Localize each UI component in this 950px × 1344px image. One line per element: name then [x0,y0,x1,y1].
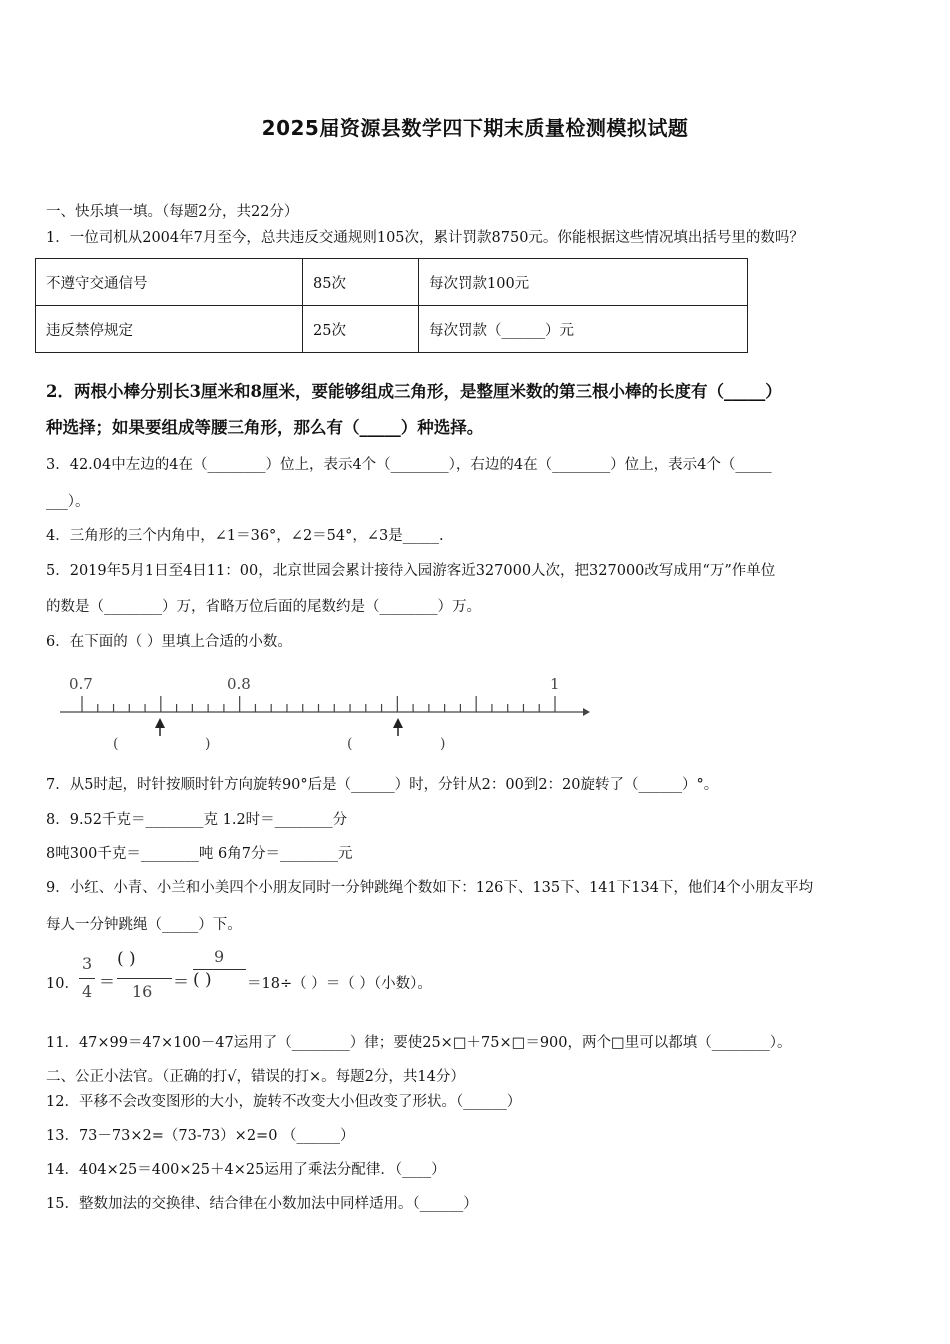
question-3-line2: ___）。 [46,494,90,510]
question-8-line1: 8．9.52千克＝________克 1.2时＝________分 [46,812,348,828]
question-14: 14．404×25＝400×25＋4×25运用了乘法分配律．（____） [46,1162,446,1178]
question-2-line1: 2．两根小棒分别长3厘米和8厘米，要能够组成三角形，是整厘米数的第三根小棒的长度有（_____） [46,382,782,401]
table-cell: 违反禁停规定 [36,306,303,353]
table-cell: 每次罚款（______）元 [419,306,748,353]
table-cell: 每次罚款100元 [419,259,748,306]
number-line-ticks [82,696,555,712]
question-5-line1: 5．2019年5月1日至4日11：00，北京世园会累计接待入园游客近327000人次，把327000改写成用“万”作单位 [46,563,776,579]
fraction-bar [117,978,172,979]
answer-blank-close: ) [205,736,211,752]
table-row [36,259,748,306]
question-1: 1．一位司机从2004年7月至今，总共违反交通规则105次，累计罚款8750元。你能根据这些情况填出括号里的数吗？ [46,230,804,246]
section1-heading: 一、快乐填一填。（每题2分，共22分） [46,204,299,220]
table-row [36,306,748,353]
number-line-label: 0.7 [69,675,93,693]
equals-sign: ＝ [173,972,190,991]
fraction-bar [79,978,95,979]
table-cell: 85次 [303,259,419,306]
fraction-denominator-blank: ( ) [193,970,212,990]
question-10-suffix: ＝18÷（ ）＝（ ）（小数）。 [247,976,432,992]
fraction-denominator: 16 [132,982,153,1001]
answer-blank-open: ( [113,736,119,752]
question-13: 13．73－73×2=（73-73）×2=0 （______） [46,1128,355,1144]
question-8-line2: 8吨300千克＝________吨 6角7分＝________元 [46,846,353,862]
fraction-numerator: 9 [214,947,225,966]
question-6: 6．在下面的（ ）里填上合适的小数。 [46,634,292,650]
number-line [55,670,600,755]
number-line-label: 0.8 [227,675,251,693]
answer-blank-close: ) [440,736,446,752]
question-9-line2: 每人一分钟跳绳（_____）下。 [46,917,242,933]
table-cell: 25次 [303,306,419,353]
question-3-line1: 3．42.04中左边的4在（________）位上，表示4个（________），右边的4在（________）位上，表示4个（_____ [46,457,772,473]
answer-blank-open: ( [347,736,353,752]
fine-table [35,258,748,353]
table-cell: 不遵守交通信号 [36,259,303,306]
section2-heading: 二、公正小法官。（正确的打√，错误的打×。每题2分，共14分） [46,1069,465,1085]
question-2-line2: 种选择；如果要组成等腰三角形，那么有（_____）种选择。 [46,418,484,437]
question-4: 4．三角形的三个内角中，∠1＝36°，∠2＝54°，∠3是_____. [46,528,444,544]
question-12: 12．平移不会改变图形的大小，旋转不改变大小但改变了形状。（______） [46,1094,522,1110]
question-5-line2: 的数是（________）万，省略万位后面的尾数约是（________）万。 [46,599,481,615]
fraction-numerator-blank: ( ) [117,949,136,969]
question-10-prefix: 10． [46,976,79,992]
fraction-numerator: 3 [82,954,93,973]
question-7: 7．从5时起，时针按顺时针方向旋转90°后是（______）时，分针从2：00到2：20旋转了（______）°。 [46,777,719,793]
question-15: 15．整数加法的交换律、结合律在小数加法中同样适用。（______） [46,1196,478,1212]
equals-sign: ＝ [99,972,116,991]
fraction-denominator: 4 [82,982,93,1001]
question-9-line1: 9．小红、小青、小兰和小美四个小朋友同时一分钟跳绳个数如下：126下、135下、141下134下，他们4个小朋友平均 [46,880,814,896]
number-line-arrowhead [583,708,590,716]
page-title: 2025届资源县数学四下期末质量检测模拟试题 [261,116,689,140]
question-11: 11．47×99＝47×100－47运用了（________）律；要使25×□＋75×□＝900，两个□里可以都填（________）。 [46,1035,792,1051]
number-line-label: 1 [550,675,560,693]
